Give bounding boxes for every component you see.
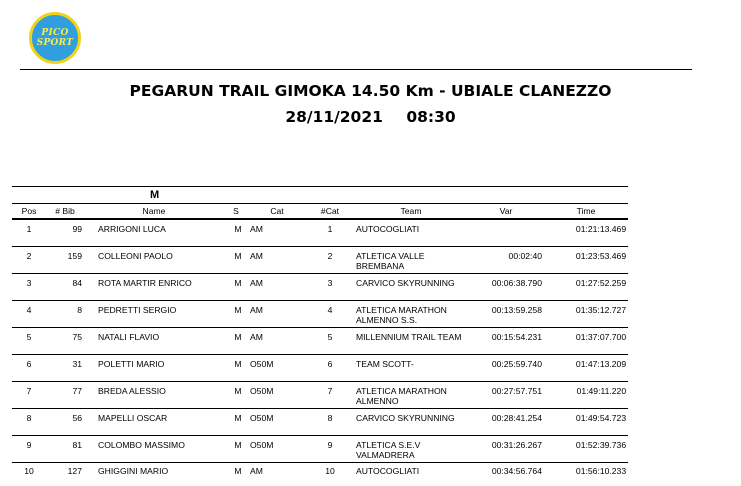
cell-cat-rank: 4	[306, 300, 354, 327]
cell-name: COLOMBO MASSIMO	[84, 435, 224, 462]
cell-bib: 127	[67, 465, 82, 476]
cell-time: 01:49:11.220	[544, 381, 628, 408]
table-row	[12, 435, 628, 462]
cell-pos: 4	[12, 300, 46, 327]
cell-sex: M	[224, 408, 248, 435]
cell-cat: AM	[248, 273, 306, 300]
cell-time: 01:56:10.233	[575, 465, 627, 476]
cell-cat: O50M	[248, 435, 306, 462]
cell-bib: 81	[46, 435, 84, 462]
table-row	[12, 246, 628, 273]
col-header-pos: Pos	[12, 204, 46, 220]
cell-cat: AM	[248, 246, 306, 273]
cell-time: 01:35:12.727	[544, 300, 628, 327]
col-header-sex: S	[224, 204, 248, 220]
cell-var: 00:25:59.740	[468, 354, 544, 381]
col-header-var: Var	[468, 204, 544, 220]
cell-time: 01:23:53.469	[544, 246, 628, 273]
cell-name: NATALI FLAVIO	[84, 327, 224, 354]
cell-cat-rank: 8	[306, 408, 354, 435]
cell-cat-rank: 9	[306, 435, 354, 462]
cell-var: 00:15:54.231	[468, 327, 544, 354]
cell-team: AUTOCOGLIATI	[354, 219, 468, 246]
race-time: 08:30	[406, 108, 456, 126]
cell-time: 01:47:13.209	[544, 354, 628, 381]
cell-sex: M	[224, 354, 248, 381]
cell-var: 00:28:41.254	[468, 408, 544, 435]
cell-name: ROTA MARTIR ENRICO	[84, 273, 224, 300]
header-divider	[20, 69, 692, 70]
cell-bib: 31	[46, 354, 84, 381]
cell-cat: O50M	[248, 408, 306, 435]
cell-cat: AM	[248, 327, 306, 354]
cell-cat: O50M	[248, 381, 306, 408]
cell-time: 01:52:39.736	[544, 435, 628, 462]
cell-bib: 56	[46, 408, 84, 435]
race-date: 28/11/2021	[285, 108, 383, 126]
col-header-name: Name	[84, 204, 224, 220]
cell-cat-rank: 10	[325, 465, 335, 476]
results-table	[12, 186, 628, 476]
cell-sex: M	[224, 219, 248, 246]
cell-team: CARVICO SKYRUNNING	[354, 408, 468, 435]
cell-cat-rank: 6	[306, 354, 354, 381]
cell-cat-rank: 5	[306, 327, 354, 354]
cell-cat-rank: 2	[306, 246, 354, 273]
cell-cat-rank: 3	[306, 273, 354, 300]
table-row	[12, 408, 628, 435]
cell-time: 01:27:52.259	[544, 273, 628, 300]
cell-var: 00:06:38.790	[468, 273, 544, 300]
cell-time: 01:49:54.723	[544, 408, 628, 435]
cell-team: CARVICO SKYRUNNING	[354, 273, 468, 300]
cell-pos: 6	[12, 354, 46, 381]
cell-cat-rank: 7	[306, 381, 354, 408]
cell-sex: M	[224, 435, 248, 462]
cell-pos: 2	[12, 246, 46, 273]
cell-sex: M	[234, 465, 242, 476]
cell-sex: M	[224, 381, 248, 408]
cell-team: TEAM SCOTT-	[354, 354, 468, 381]
cell-bib: 75	[46, 327, 84, 354]
cell-team: ATLETICA VALLE BREMBANA	[354, 246, 468, 273]
cell-sex: M	[224, 246, 248, 273]
cell-cat: AM	[248, 219, 306, 246]
cell-name: POLETTI MARIO	[84, 354, 224, 381]
col-header-bib: # Bib	[46, 204, 84, 220]
table-row	[12, 381, 628, 408]
cell-pos: 5	[12, 327, 46, 354]
cell-team: ATLETICA MARATHON ALMENNO S.S.	[354, 300, 468, 327]
cell-team: ATLETICA S.E.V VALMADRERA	[354, 435, 468, 462]
cell-bib: 84	[46, 273, 84, 300]
col-header-time: Time	[544, 204, 628, 220]
cell-bib: 99	[46, 219, 84, 246]
cell-bib: 8	[46, 300, 84, 327]
cell-team: AUTOCOGLIATI	[356, 465, 420, 476]
table-row	[12, 327, 628, 354]
cell-bib: 77	[46, 381, 84, 408]
cell-time: 01:21:13.469	[544, 219, 628, 246]
col-header-team: Team	[354, 204, 468, 220]
cell-sex: M	[224, 273, 248, 300]
cell-team: MILLENNIUM TRAIL TEAM	[354, 327, 468, 354]
cell-pos: 7	[12, 381, 46, 408]
cell-time: 01:37:07.700	[544, 327, 628, 354]
cell-name: PEDRETTI SERGIO	[84, 300, 224, 327]
race-title: PEGARUN TRAIL GIMOKA 14.50 Km - UBIALE CLANEZZO	[129, 82, 612, 100]
cell-team: ATLETICA MARATHON ALMENNO	[354, 381, 468, 408]
gender-group-label: M	[12, 187, 628, 204]
cell-var: 00:02:40	[468, 246, 544, 273]
table-row	[12, 219, 628, 246]
logo-text-line2: SPORT	[36, 38, 74, 48]
col-header-cat-rank: #Cat	[306, 204, 354, 220]
cell-pos: 8	[12, 408, 46, 435]
cell-cat: O50M	[248, 354, 306, 381]
race-datetime	[0, 108, 741, 126]
logo-text-line1: PICO	[41, 28, 69, 38]
cell-pos: 3	[12, 273, 46, 300]
table-row	[12, 300, 628, 327]
cell-cat: AM	[250, 465, 263, 476]
cell-pos: 10	[24, 465, 34, 476]
cell-pos: 9	[12, 435, 46, 462]
table-row	[12, 354, 628, 381]
cell-pos: 1	[12, 219, 46, 246]
cell-cat-rank: 1	[306, 219, 354, 246]
cell-var: 00:13:59.258	[468, 300, 544, 327]
table-row	[12, 273, 628, 300]
col-header-cat: Cat	[248, 204, 306, 220]
cell-name: GHIGGINI MARIO	[98, 465, 169, 476]
cell-name: ARRIGONI LUCA	[84, 219, 224, 246]
cell-cat: AM	[248, 300, 306, 327]
cell-sex: M	[224, 300, 248, 327]
pico-sport-logo	[29, 12, 81, 64]
cell-var: 00:34:56.764	[491, 465, 542, 476]
table-row	[12, 462, 628, 476]
cell-var: 00:31:26.267	[468, 435, 544, 462]
cell-name: MAPELLI OSCAR	[84, 408, 224, 435]
cell-name: COLLEONI PAOLO	[84, 246, 224, 273]
cell-bib: 159	[46, 246, 84, 273]
cell-var	[468, 219, 544, 246]
cell-sex: M	[224, 327, 248, 354]
cell-var: 00:27:57.751	[468, 381, 544, 408]
cell-name: BREDA ALESSIO	[84, 381, 224, 408]
